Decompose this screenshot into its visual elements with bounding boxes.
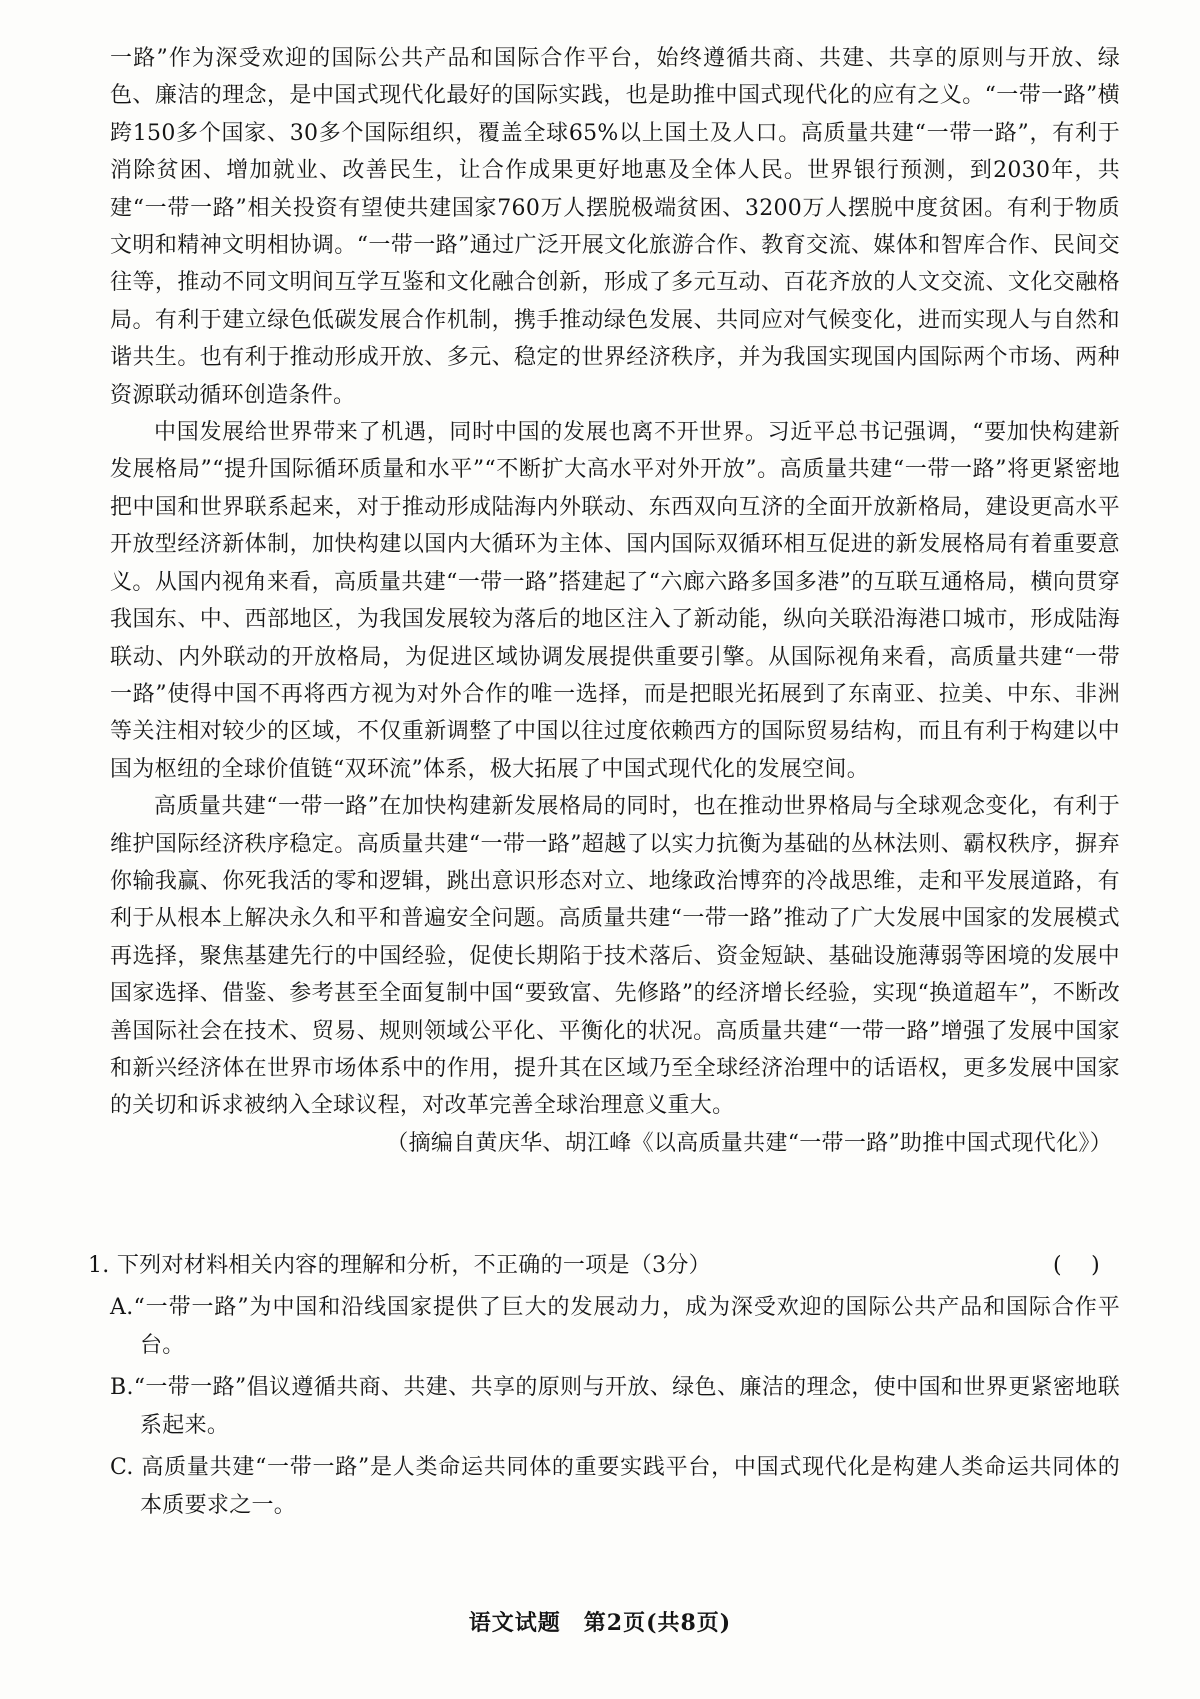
- question-1: [88, 1247, 1120, 1529]
- article-source: （摘编自黄庆华、胡江峰《以高质量共建“一带一路”助推中国式现代化》）: [386, 1130, 1112, 1156]
- option-b: B.“一带一路”倡议遵循共商、共建、共享的原则与开放、绿色、廉洁的理念，使中国和世界更紧密地联系起来。: [110, 1375, 1120, 1438]
- article-paragraph-1: 一路”作为深受欢迎的国际公共产品和国际合作平台，始终遵循共商、共建、共享的原则与开放、绿色、廉洁的理念，是中国式现代化最好的国际实践，也是助推中国式现代化的应有之义。“一带一路”横跨150多个国家、30多个国际组织，覆盖全球65%以上国土及人口。高质量共建“一带一路”，有利于消除贫困、增加就业、改善民生，让合作成果更好地惠及全体人民。世界银行预测，到2030年，共建“一带一路”相关投资有望使共建国家760万人摆脱极端贫困、3200万人摆脱中度贫困。有利于物质文明和精神文明相协调。“一带一路”通过广泛开展文化旅游合作、教育交流、媒体和智库合作、民间交往等，推动不同文明间互学互鉴和文化融合创新，形成了多元互动、百花齐放的人文交流、文化交融格局。有利于建立绿色低碳发展合作机制，携手推动绿色发展、共同应对气候变化，进而实现人与自然和谐共生。也有利于推动形成开放、多元、稳定的世界经济秩序，并为我国实现国内国际两个市场、两种资源联动循环创造条件。: [110, 46, 1120, 408]
- article-body: [110, 40, 1120, 1162]
- question-stem: 1. 下列对材料相关内容的理解和分析，不正确的一项是（3分）: [88, 1253, 711, 1278]
- answer-bracket[interactable]: ( ): [1053, 1253, 1100, 1278]
- article-paragraph-2: 中国发展给世界带来了机遇，同时中国的发展也离不开世界。习近平总书记强调，“要加快构建新发展格局”“提升国际循环质量和水平”“不断扩大高水平对外开放”。高质量共建“一带一路”将更紧密地把中国和世界联系起来，对于推动形成陆海内外联动、东西双向互济的全面开放新格局，建设更高水平开放型经济新体制，加快构建以国内大循环为主体、国内国际双循环相互促进的新发展格局有着重要意义。从国内视角来看，高质量共建“一带一路”搭建起了“六廊六路多国多港”的互联互通格局，横向贯穿我国东、中、西部地区，为我国发展较为落后的地区注入了新动能，纵向关联沿海港口城市，形成陆海联动、内外联动的开放格局，为促进区域协调发展提供重要引擎。从国际视角来看，高质量共建“一带一路”使得中国不再将西方视为对外合作的唯一选择，而是把眼光拓展到了东南亚、拉美、中东、非洲等关注相对较少的区域，不仅重新调整了中国以往过度依赖西方的国际贸易结构，而且有利于构建以中国为枢纽的全球价值链“双环流”体系，极大拓展了中国式现代化的发展空间。: [110, 420, 1120, 782]
- question-stem-row: [88, 1247, 1120, 1285]
- article-paragraph-3: 高质量共建“一带一路”在加快构建新发展格局的同时，也在推动世界格局与全球观念变化，有利于维护国际经济秩序稳定。高质量共建“一带一路”超越了以实力抗衡为基础的丛林法则、霸权秩序，摒弃你输我赢、你死我活的零和逻辑，跳出意识形态对立、地缘政治博弈的冷战思维，走和平发展道路，有利于从根本上解决永久和平和普遍安全问题。高质量共建“一带一路”推动了广大发展中国家的发展模式再选择，聚焦基建先行的中国经验，促使长期陷于技术落后、资金短缺、基础设施薄弱等困境的发展中国家选择、借鉴、参考甚至全面复制中国“要致富、先修路”的经济增长经验，实现“换道超车”，不断改善国际社会在技术、贸易、规则领域公平化、平衡化的状况。高质量共建“一带一路”增强了发展中国家和新兴经济体在世界市场体系中的作用，提升其在区域乃至全球经济治理中的话语权，更多发展中国家的关切和诉求被纳入全球议程，对改革完善全球治理意义重大。: [110, 794, 1120, 1119]
- page-footer: 语文试题 第2页(共8页): [468, 1610, 732, 1636]
- option-c: C. 高质量共建“一带一路”是人类命运共同体的重要实践平台，中国式现代化是构建人类命运共同体的本质要求之一。: [110, 1455, 1120, 1518]
- option-a: A.“一带一路”为中国和沿线国家提供了巨大的发展动力，成为深受欢迎的国际公共产品和国际合作平台。: [110, 1295, 1120, 1358]
